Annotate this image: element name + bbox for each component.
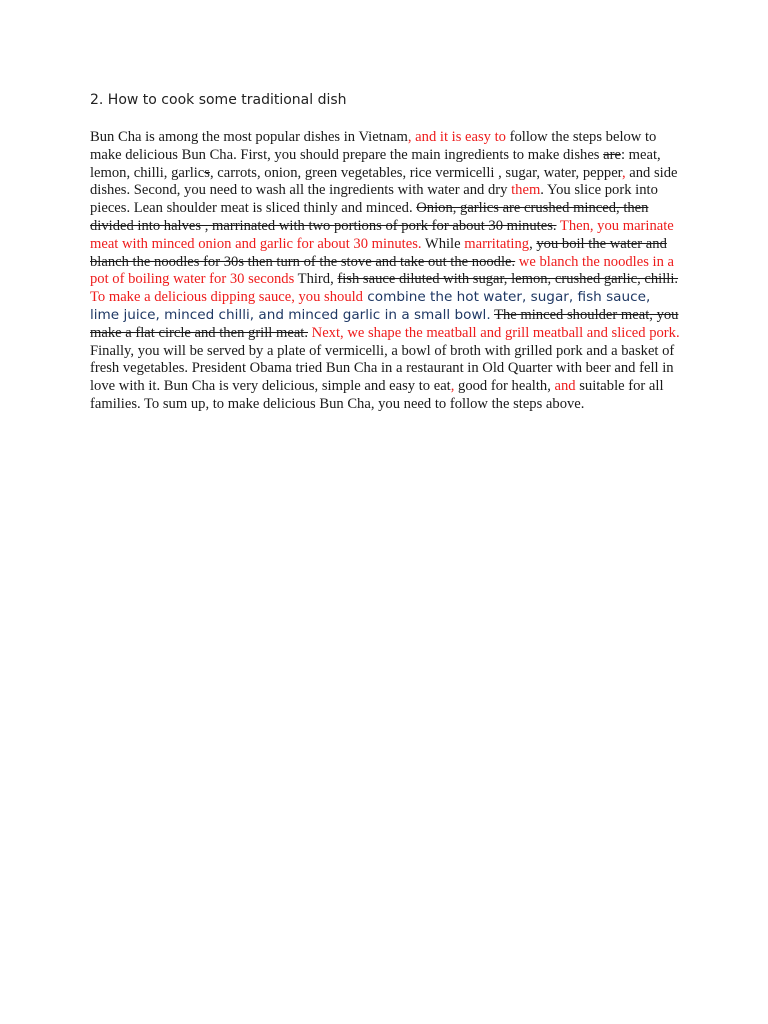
deleted-text: you boil the water and blanch the noodles for 30s then turn of the stove and take out the noodle.	[90, 235, 667, 270]
inserted-text: Next, we shape the meatball and grill meatball and sliced pork.	[308, 324, 680, 341]
text-run: , carrots, onion, green vegetables, rice vermicelli , sugar, water, pepper	[209, 164, 622, 181]
inserted-text: ,	[621, 164, 626, 181]
deleted-text: fish sauce diluted with sugar, lemon, crushed garlic, chilli.	[337, 271, 679, 288]
text-run: suitable for all families. To sum up, to make delicious Bun Cha, you need to follow the steps above.	[90, 378, 664, 412]
text-run: : meat, lemon, chilli, garlic	[90, 146, 661, 181]
deleted-text: s	[204, 164, 210, 181]
text-run: . You slice pork into pieces. Lean shoulder meat is sliced thinly and minced.	[90, 182, 658, 217]
inserted-text: To make a delicious dipping sauce, you should	[90, 289, 363, 306]
text-run: Third,	[294, 271, 338, 288]
text-run: Bun Cha is among the most popular dishes in Vietnam	[90, 129, 408, 145]
inserted-text: we blanch the noodles in a pot of boiling water for 30 seconds	[90, 253, 675, 288]
deleted-text: are	[603, 146, 621, 163]
text-run: ,	[529, 235, 537, 252]
text-run: While	[421, 235, 465, 252]
body-paragraph	[90, 129, 682, 414]
inserted-text: Then, you marinate meat with minced onion and garlic for about 30 minutes.	[90, 217, 674, 252]
inserted-text: ,	[450, 378, 455, 395]
deleted-text: Onion, garlics are crushed minced, then divided into halves , marrinated with two portions of pork for about 30 minutes.	[90, 200, 649, 234]
inserted-sans-text: combine the hot water, sugar, fish sauce, lime juice, minced chilli, and minced garlic in a small bowl.	[90, 289, 651, 323]
section-heading: 2. How to cook some traditional dish	[90, 92, 347, 108]
text-run: good for health,	[454, 378, 555, 395]
inserted-text: , and it is easy to	[407, 129, 506, 145]
inserted-text: them	[511, 182, 541, 199]
text-run: and side dishes. Second, you need to wash all the ingredients with water and dry	[90, 164, 678, 199]
text-run: Finally, you will be served by a plate of vermicelli, a bowl of broth with grilled pork and a basket of fresh vegetables. President Obama tried Bun Cha in a restaurant in Old Quarter with beer and fell in love with it. Bun Cha is very delicious, simple and easy to eat	[90, 342, 675, 395]
deleted-text: The minced shoulder meat, you make a flat circle and then grill meat.	[90, 306, 679, 341]
inserted-text: marritating	[464, 235, 530, 252]
text-run: follow the steps below to make delicious Bun Cha. First, you should prepare the main ingredients to make dishes	[90, 129, 657, 163]
inserted-text: and	[554, 378, 576, 395]
